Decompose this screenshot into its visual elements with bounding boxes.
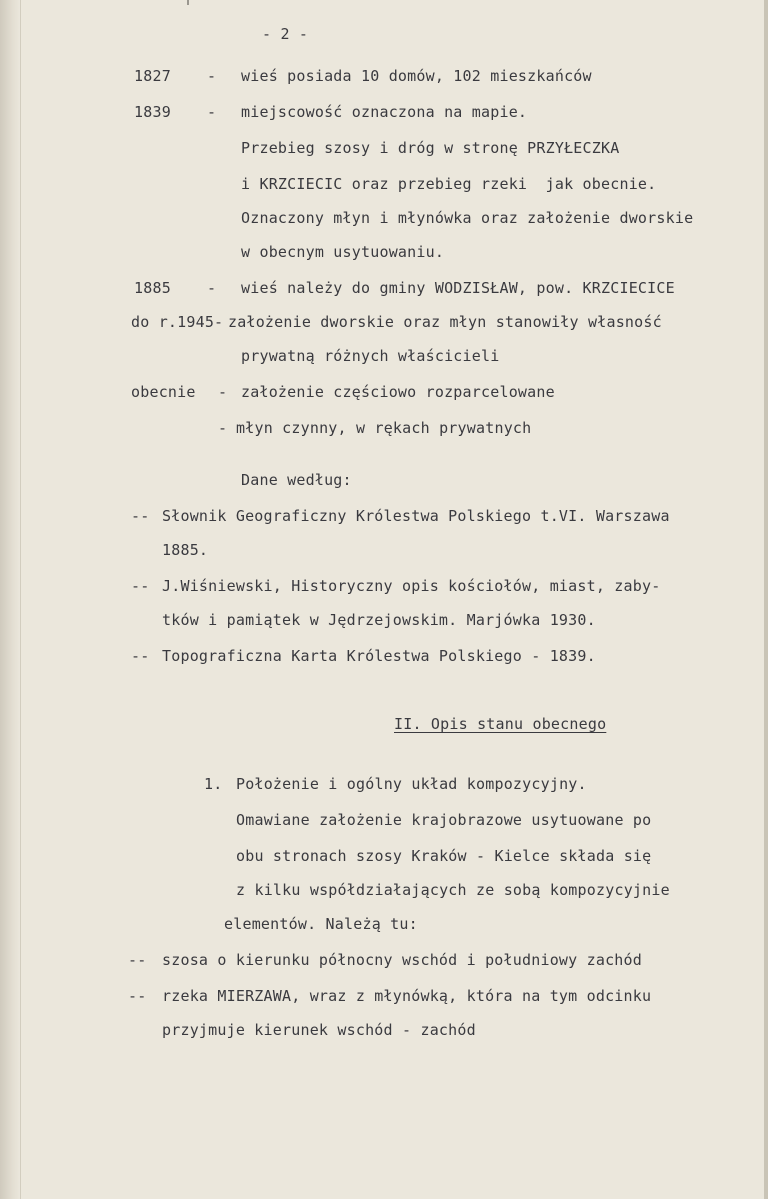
- chronology-year: do r.1945: [131, 313, 215, 331]
- source-dash: --: [131, 507, 150, 525]
- element-dash: --: [128, 987, 147, 1005]
- chronology-year: 1827: [134, 67, 171, 85]
- element-text: szosa o kierunku północny wschód i południowy zachód: [162, 951, 642, 969]
- paragraph-line: z kilku współdziałających ze sobą kompozycyjnie: [236, 881, 670, 899]
- source-text: Słownik Geograficzny Królestwa Polskiego t.VI. Warszawa: [162, 507, 670, 525]
- element-dash: --: [128, 951, 147, 969]
- page-number: - 2 -: [262, 25, 309, 43]
- chronology-text: wieś posiada 10 domów, 102 mieszkańców: [241, 67, 592, 85]
- punch-mark: [187, 0, 189, 5]
- chronology-dash: -: [207, 103, 217, 121]
- chronology-dash: -: [207, 279, 217, 297]
- chronology-text: i KRZCIECIC oraz przebieg rzeki jak obecnie.: [241, 175, 657, 193]
- sources-heading: Dane według:: [241, 471, 352, 489]
- subsection-title: Położenie i ogólny układ kompozycyjny.: [236, 775, 587, 793]
- subsection-number: 1.: [204, 775, 223, 793]
- page-binding-edge: [0, 0, 21, 1199]
- chronology-dash: -: [218, 383, 228, 401]
- source-dash: --: [131, 647, 150, 665]
- source-dash: --: [131, 577, 150, 595]
- chronology-text: miejscowość oznaczona na mapie.: [241, 103, 528, 121]
- chronology-text: Oznaczony młyn i młynówka oraz założenie dworskie: [241, 209, 694, 227]
- paragraph-line: obu stronach szosy Kraków - Kielce składa się: [236, 847, 652, 865]
- chronology-text: prywatną różnych właścicieli: [241, 347, 500, 365]
- chronology-text: wieś należy do gminy WODZISŁAW, pow. KRZCIECICE: [241, 279, 675, 297]
- page-right-edge: [764, 0, 768, 1199]
- paragraph-line: Omawiane założenie krajobrazowe usytuowane po: [236, 811, 652, 829]
- element-text: rzeka MIERZAWA, wraz z młynówką, która na tym odcinku: [162, 987, 652, 1005]
- source-text: 1885.: [162, 541, 209, 559]
- chronology-dash: -: [218, 419, 228, 437]
- source-text: J.Wiśniewski, Historyczny opis kościołów, miast, zaby-: [162, 577, 661, 595]
- chronology-text: Przebieg szosy i dróg w stronę PRZYŁECZKA: [241, 139, 620, 157]
- source-text: Topograficzna Karta Królestwa Polskiego - 1839.: [162, 647, 596, 665]
- chronology-dash: -: [207, 67, 217, 85]
- chronology-text: założenie dworskie oraz młyn stanowiły własność: [228, 313, 662, 331]
- element-text: przyjmuje kierunek wschód - zachód: [162, 1021, 476, 1039]
- chronology-text: młyn czynny, w rękach prywatnych: [236, 419, 532, 437]
- chronology-year: 1885: [134, 279, 171, 297]
- paragraph-line: elementów. Należą tu:: [224, 915, 418, 933]
- chronology-dash: -: [214, 313, 224, 331]
- chronology-year: obecnie: [131, 383, 196, 401]
- chronology-year: 1839: [134, 103, 171, 121]
- chronology-text: założenie częściowo rozparcelowane: [241, 383, 555, 401]
- section-title: II. Opis stanu obecnego: [394, 715, 607, 733]
- source-text: tków i pamiątek w Jędrzejowskim. Marjówka 1930.: [162, 611, 596, 629]
- chronology-text: w obecnym usytuowaniu.: [241, 243, 445, 261]
